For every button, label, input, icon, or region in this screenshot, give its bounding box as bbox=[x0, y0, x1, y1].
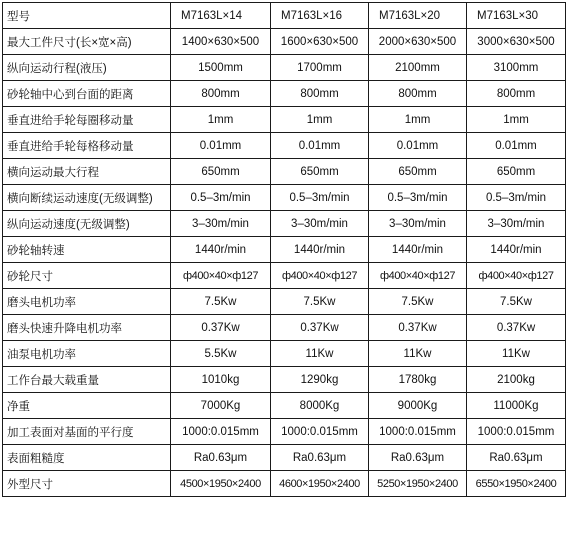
table-cell: 1440r/min bbox=[467, 237, 566, 263]
header-cell-model: M7163L×30 bbox=[467, 3, 566, 29]
table-cell: Ra0.63μm bbox=[271, 445, 369, 471]
row-label-cell: 横向断续运动速度(无级调整) bbox=[3, 185, 171, 211]
table-cell: 6550×1950×2400 bbox=[467, 471, 566, 497]
row-label-cell: 磨头电机功率 bbox=[3, 289, 171, 315]
table-cell: 11000Kg bbox=[467, 393, 566, 419]
row-label-cell: 砂轮轴中心到台面的距离 bbox=[3, 81, 171, 107]
row-label-cell: 垂直进给手轮每格移动量 bbox=[3, 133, 171, 159]
row-label-cell: 净重 bbox=[3, 393, 171, 419]
header-cell-model: M7163L×16 bbox=[271, 3, 369, 29]
table-row bbox=[3, 133, 566, 159]
header-cell-model: M7163L×14 bbox=[171, 3, 271, 29]
table-cell: 8000Kg bbox=[271, 393, 369, 419]
table-cell: 0.01mm bbox=[171, 133, 271, 159]
row-label-cell: 砂轮尺寸 bbox=[3, 263, 171, 289]
header-cell-model-label: 型号 bbox=[3, 3, 171, 29]
table-cell: 0.37Kw bbox=[467, 315, 566, 341]
table-row bbox=[3, 211, 566, 237]
table-cell: 7.5Kw bbox=[171, 289, 271, 315]
row-label-cell: 横向运动最大行程 bbox=[3, 159, 171, 185]
table-row bbox=[3, 341, 566, 367]
header-cell-model: M7163L×20 bbox=[369, 3, 467, 29]
row-label-cell: 油泵电机功率 bbox=[3, 341, 171, 367]
table-row bbox=[3, 159, 566, 185]
table-cell: 1440r/min bbox=[271, 237, 369, 263]
table-cell: 2100mm bbox=[369, 55, 467, 81]
table-cell: 0.01mm bbox=[467, 133, 566, 159]
table-cell: 1780kg bbox=[369, 367, 467, 393]
table-cell: 3–30m/min bbox=[369, 211, 467, 237]
table-cell: 1700mm bbox=[271, 55, 369, 81]
table-cell: 1440r/min bbox=[171, 237, 271, 263]
table-row bbox=[3, 237, 566, 263]
table-cell: 1000:0.015mm bbox=[467, 419, 566, 445]
table-cell: 0.5–3m/min bbox=[369, 185, 467, 211]
table-cell: 3–30m/min bbox=[467, 211, 566, 237]
table-cell: ф400×40×ф127 bbox=[171, 263, 271, 289]
table-cell: 7000Kg bbox=[171, 393, 271, 419]
table-cell: 7.5Kw bbox=[369, 289, 467, 315]
table-cell: ф400×40×ф127 bbox=[271, 263, 369, 289]
table-cell: 0.5–3m/min bbox=[467, 185, 566, 211]
table-cell: 3100mm bbox=[467, 55, 566, 81]
table-cell: 11Kw bbox=[271, 341, 369, 367]
row-label-cell: 表面粗糙度 bbox=[3, 445, 171, 471]
table-cell: 1mm bbox=[467, 107, 566, 133]
table-cell: 4600×1950×2400 bbox=[271, 471, 369, 497]
table-cell: 7.5Kw bbox=[271, 289, 369, 315]
table-row bbox=[3, 107, 566, 133]
row-label-cell: 纵向运动速度(无级调整) bbox=[3, 211, 171, 237]
table-row bbox=[3, 315, 566, 341]
table-row bbox=[3, 393, 566, 419]
table-cell: 11Kw bbox=[369, 341, 467, 367]
spec-table-body bbox=[3, 3, 566, 497]
table-cell: 1600×630×500 bbox=[271, 29, 369, 55]
row-label-cell: 外型尺寸 bbox=[3, 471, 171, 497]
table-cell: 5.5Kw bbox=[171, 341, 271, 367]
table-cell: Ra0.63μm bbox=[369, 445, 467, 471]
table-cell: 0.01mm bbox=[369, 133, 467, 159]
table-cell: 0.5–3m/min bbox=[171, 185, 271, 211]
table-cell: ф400×40×ф127 bbox=[369, 263, 467, 289]
table-cell: Ra0.63μm bbox=[171, 445, 271, 471]
table-cell: 2000×630×500 bbox=[369, 29, 467, 55]
table-cell: 1010kg bbox=[171, 367, 271, 393]
table-cell: 650mm bbox=[369, 159, 467, 185]
table-cell: 800mm bbox=[369, 81, 467, 107]
table-cell: ф400×40×ф127 bbox=[467, 263, 566, 289]
table-cell: 0.01mm bbox=[271, 133, 369, 159]
spec-table-container bbox=[2, 2, 566, 497]
row-label-cell: 工作台最大载重量 bbox=[3, 367, 171, 393]
table-row bbox=[3, 289, 566, 315]
table-cell: 0.5–3m/min bbox=[271, 185, 369, 211]
table-cell: 650mm bbox=[467, 159, 566, 185]
table-row bbox=[3, 185, 566, 211]
table-cell: 5250×1950×2400 bbox=[369, 471, 467, 497]
table-row bbox=[3, 471, 566, 497]
row-label-cell: 加工表面对基面的平行度 bbox=[3, 419, 171, 445]
table-cell: 1290kg bbox=[271, 367, 369, 393]
table-row bbox=[3, 419, 566, 445]
table-cell: 1mm bbox=[271, 107, 369, 133]
table-cell: 2100kg bbox=[467, 367, 566, 393]
table-cell: 1500mm bbox=[171, 55, 271, 81]
table-cell: 650mm bbox=[171, 159, 271, 185]
row-label-cell: 砂轮轴转速 bbox=[3, 237, 171, 263]
table-cell: 3000×630×500 bbox=[467, 29, 566, 55]
table-cell: 1440r/min bbox=[369, 237, 467, 263]
row-label-cell: 纵向运动行程(液压) bbox=[3, 55, 171, 81]
table-cell: 1400×630×500 bbox=[171, 29, 271, 55]
table-cell: 3–30m/min bbox=[171, 211, 271, 237]
table-cell: 1000:0.015mm bbox=[171, 419, 271, 445]
table-row bbox=[3, 81, 566, 107]
table-header-row bbox=[3, 3, 566, 29]
table-cell: 650mm bbox=[271, 159, 369, 185]
row-label-cell: 最大工件尺寸(长×宽×高) bbox=[3, 29, 171, 55]
row-label-cell: 磨头快速升降电机功率 bbox=[3, 315, 171, 341]
table-cell: 7.5Kw bbox=[467, 289, 566, 315]
table-cell: 1000:0.015mm bbox=[271, 419, 369, 445]
table-cell: 0.37Kw bbox=[271, 315, 369, 341]
table-cell: Ra0.63μm bbox=[467, 445, 566, 471]
table-cell: 3–30m/min bbox=[271, 211, 369, 237]
table-row bbox=[3, 263, 566, 289]
table-cell: 1mm bbox=[369, 107, 467, 133]
table-row bbox=[3, 445, 566, 471]
table-cell: 1000:0.015mm bbox=[369, 419, 467, 445]
table-cell: 800mm bbox=[171, 81, 271, 107]
table-cell: 0.37Kw bbox=[369, 315, 467, 341]
table-row bbox=[3, 29, 566, 55]
table-cell: 11Kw bbox=[467, 341, 566, 367]
table-row bbox=[3, 55, 566, 81]
table-cell: 1mm bbox=[171, 107, 271, 133]
table-cell: 800mm bbox=[467, 81, 566, 107]
table-row bbox=[3, 367, 566, 393]
table-cell: 800mm bbox=[271, 81, 369, 107]
table-cell: 9000Kg bbox=[369, 393, 467, 419]
row-label-cell: 垂直进给手轮每圈移动量 bbox=[3, 107, 171, 133]
table-cell: 4500×1950×2400 bbox=[171, 471, 271, 497]
table-cell: 0.37Kw bbox=[171, 315, 271, 341]
spec-table bbox=[2, 2, 566, 497]
